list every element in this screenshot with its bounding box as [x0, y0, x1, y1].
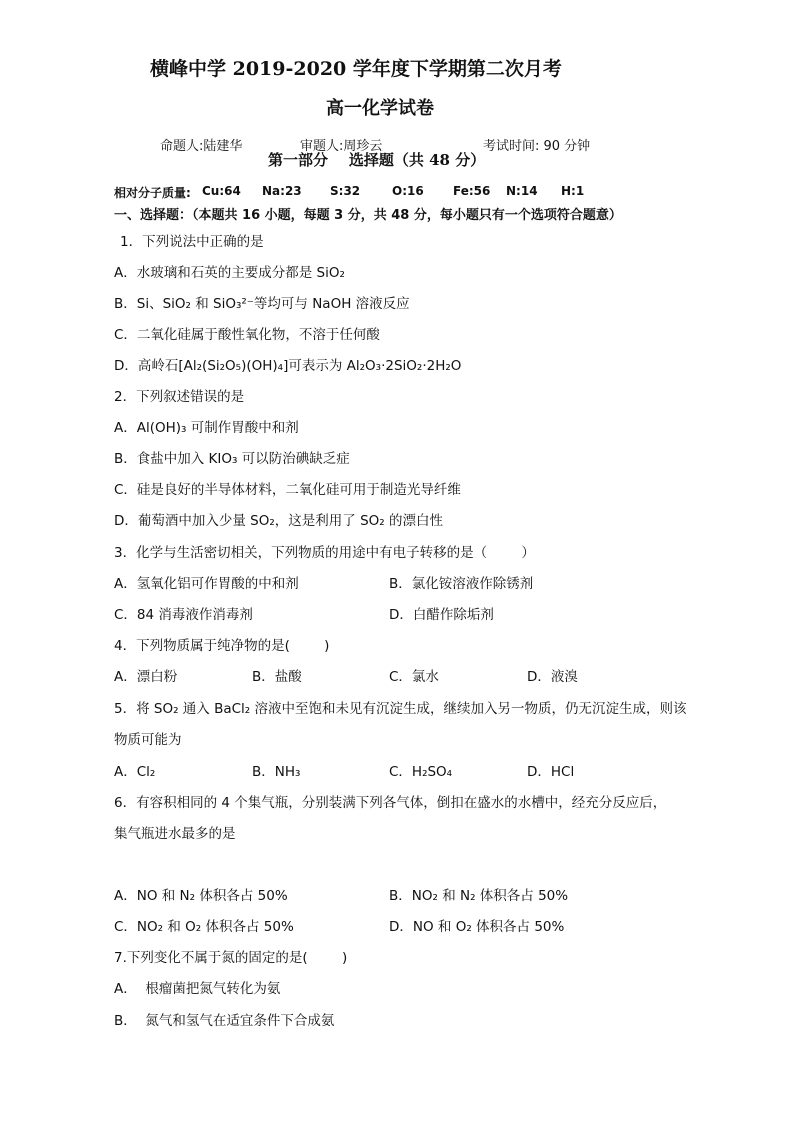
question-4-option-c: C．氯水 — [389, 669, 439, 685]
question-6-option-b: B．NO₂ 和 N₂ 体积各占 50% — [389, 888, 569, 904]
part-title: 第一部分 选择题（共 48 分） — [268, 151, 486, 169]
question-3-option-d: D．白醋作除垢剂 — [389, 607, 494, 623]
molar-mass-item: S:32 — [330, 184, 361, 198]
question-1-option-d: D．高岭石[Al₂(Si₂O₅)(OH)₄]可表示为 Al₂O₃·2SiO₂·2H₂O — [114, 358, 462, 374]
question-6-option-a: A．NO 和 N₂ 体积各占 50% — [114, 888, 288, 904]
question-3-option-a: A．氢氧化铝可作胃酸的中和剂 — [114, 576, 299, 592]
question-3-stem: 3．化学与生活密切相关，下列物质的用途中有电子转移的是（ ） — [114, 545, 535, 561]
question-1-option-a: A．水玻璃和石英的主要成分都是 SiO₂ — [114, 265, 345, 281]
molar-mass-item: H:1 — [561, 184, 585, 198]
question-7-option-a: A． 根瘤菌把氮气转化为氨 — [114, 981, 281, 997]
section-heading: 一、选择题：（本题共 16 小题，每题 3 分，共 48 分，每小题只有一个选项符合题意） — [114, 208, 622, 223]
exam-subtitle: 高一化学试卷 — [326, 98, 434, 119]
question-4-stem: 4．下列物质属于纯净物的是( ) — [114, 638, 330, 654]
molar-mass-label: 相对分子质量: — [114, 186, 191, 200]
question-5-stem-line2: 物质可能为 — [114, 732, 182, 748]
molar-mass-item: N:14 — [506, 184, 538, 198]
question-7-option-b: B． 氮气和氢气在适宜条件下合成氨 — [114, 1013, 335, 1029]
question-4-option-a: A．漂白粉 — [114, 669, 178, 685]
molar-mass-item: Cu:64 — [202, 184, 241, 198]
question-2-option-b: B．食盐中加入 KIO₃ 可以防治碘缺乏症 — [114, 451, 350, 467]
question-3-option-b: B．氯化铵溶液作除锈剂 — [389, 576, 534, 592]
question-6-stem-line2: 集气瓶进水最多的是 — [114, 826, 236, 842]
question-5-option-a: A．Cl₂ — [114, 764, 156, 780]
question-1-option-c: C．二氧化硅属于酸性氧化物，不溶于任何酸 — [114, 327, 380, 343]
question-4-option-d: D．液溴 — [527, 669, 578, 685]
question-2-option-a: A．Al(OH)₃ 可制作胃酸中和剂 — [114, 420, 299, 436]
question-2-option-d: D．葡萄酒中加入少量 SO₂，这是利用了 SO₂ 的漂白性 — [114, 513, 443, 529]
question-5-option-d: D．HCl — [527, 764, 575, 780]
exam-time-label: 考试时间: 90 分钟 — [483, 139, 591, 154]
setter-label: 命题人:陆建华 — [160, 139, 243, 154]
question-3-option-c: C．84 消毒液作消毒剂 — [114, 607, 253, 623]
question-6-option-c: C．NO₂ 和 O₂ 体积各占 50% — [114, 919, 294, 935]
molar-mass-item: Fe:56 — [453, 184, 491, 198]
question-2-stem: 2．下列叙述错误的是 — [114, 389, 245, 405]
reviewer-label: 审题人:周珍云 — [300, 139, 383, 154]
question-2-option-c: C．硅是良好的半导体材料，二氧化硅可用于制造光导纤维 — [114, 482, 461, 498]
question-7-stem: 7.下列变化不属于氮的固定的是( ) — [114, 950, 348, 966]
question-5-option-c: C．H₂SO₄ — [389, 764, 453, 780]
exam-title: 横峰中学 2019-2020 学年度下学期第二次月考 — [150, 58, 562, 80]
question-1-stem: 1．下列说法中正确的是 — [120, 234, 264, 250]
question-4-option-b: B．盐酸 — [252, 669, 302, 685]
molar-mass-item: O:16 — [392, 184, 424, 198]
question-6-option-d: D．NO 和 O₂ 体积各占 50% — [389, 919, 565, 935]
molar-mass-item: Na:23 — [262, 184, 302, 198]
question-5-option-b: B．NH₃ — [252, 764, 301, 780]
question-5-stem-line1: 5．将 SO₂ 通入 BaCl₂ 溶液中至饱和未见有沉淀生成，继续加入另一物质，仍无沉淀生成，则该 — [114, 701, 687, 717]
question-1-option-b: B．Si、SiO₂ 和 SiO₃²⁻等均可与 NaOH 溶液反应 — [114, 296, 410, 312]
question-6-stem-line1: 6．有容积相同的 4 个集气瓶，分别装满下列各气体，倒扣在盛水的水槽中，经充分反应后， — [114, 795, 667, 811]
